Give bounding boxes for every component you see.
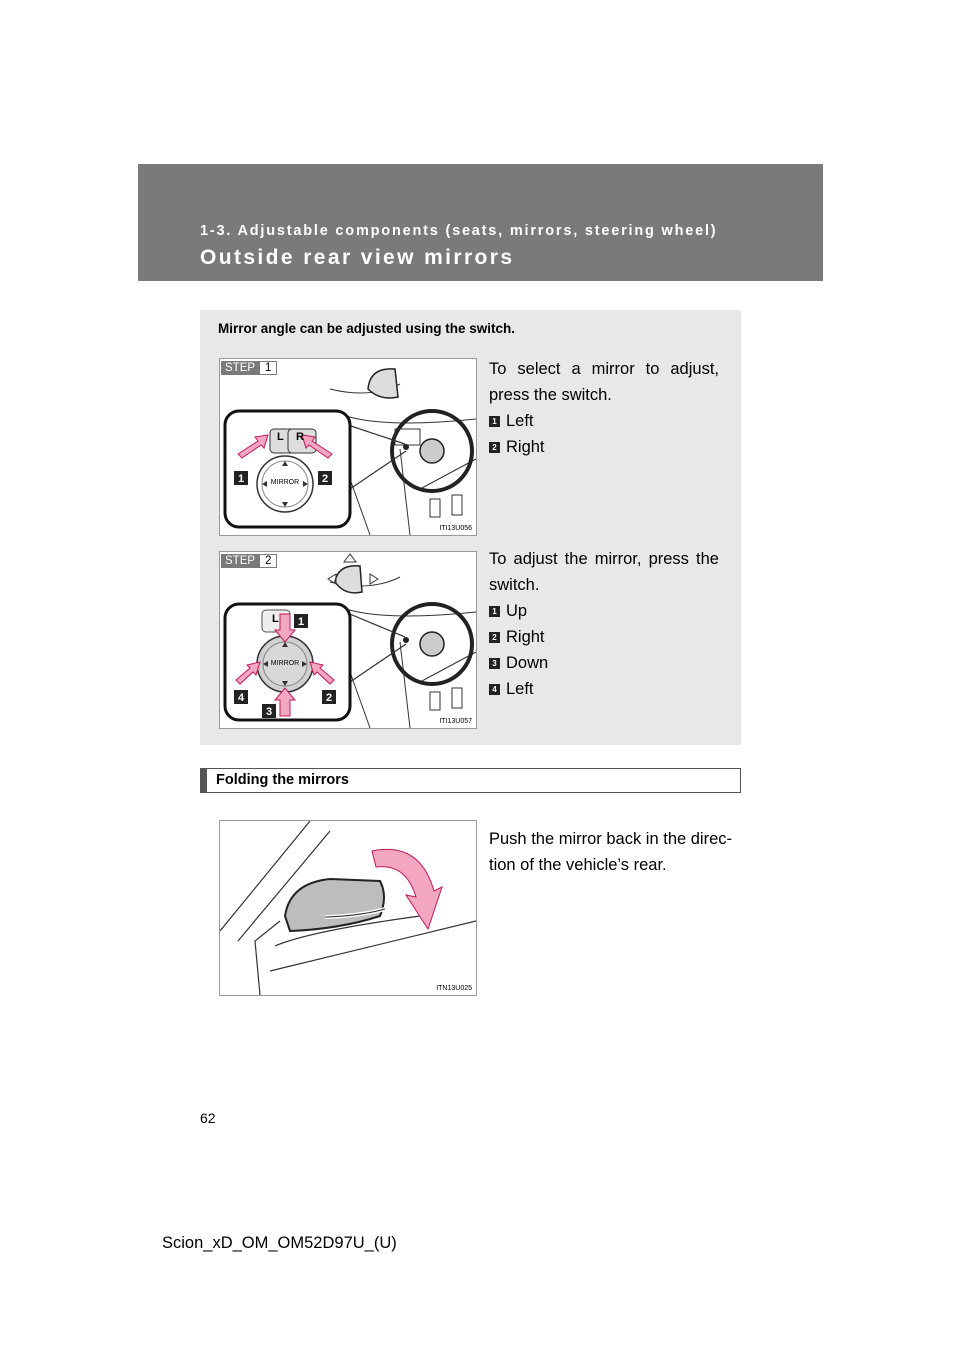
switch-letter-l: L (272, 613, 279, 625)
step1-figure (219, 358, 477, 536)
list-item (489, 434, 719, 460)
svg-text:3: 3 (265, 706, 273, 718)
list-item (489, 676, 719, 702)
list-item-label: Right (506, 438, 545, 456)
svg-text:2: 2 (325, 692, 333, 704)
step1-badge (221, 361, 277, 375)
folding-heading (200, 768, 741, 793)
number-badge-icon: 2 (489, 632, 500, 643)
step-number: 2 (259, 554, 277, 568)
figure-code: ITN13U025 (436, 985, 472, 992)
folding-figure (219, 820, 477, 996)
list-item-label: Left (506, 412, 534, 430)
list-item (489, 624, 719, 650)
folding-illustration (220, 821, 476, 995)
footer-doc-id: Scion_xD_OM_OM52D97U_(U) (162, 1234, 397, 1252)
figure-code: ITI13U056 (439, 525, 472, 532)
step1-instruction: To select a mirror to adjust, press the switch. (489, 360, 719, 404)
list-item-label: Down (506, 654, 549, 672)
step2-figure (219, 551, 477, 729)
step-label: STEP (221, 361, 259, 375)
chapter-header (138, 164, 823, 281)
list-item-label: Up (506, 602, 528, 620)
number-badge-icon: 1 (489, 416, 500, 427)
switch-mirror-label: MIRROR (270, 479, 300, 486)
step2-instruction: To adjust the mirror, press the switch. (489, 550, 719, 594)
number-badge-icon: 1 (489, 606, 500, 617)
step2-text (489, 546, 719, 702)
svg-text:2: 2 (321, 473, 329, 485)
heading-bar (201, 769, 207, 792)
switch-mirror-label: MIRROR (270, 660, 300, 667)
switch-letter-l: L (277, 431, 284, 443)
page-title: Outside rear view mirrors (200, 246, 515, 269)
figure-code: ITI13U057 (439, 718, 472, 725)
list-item (489, 408, 719, 434)
step2-badge (221, 554, 277, 568)
panel-intro: Mirror angle can be adjusted using the switch. (218, 321, 516, 336)
svg-text:4: 4 (237, 692, 245, 704)
step1-illustration (220, 359, 476, 535)
adjustment-panel (200, 310, 741, 745)
list-item-label: Left (506, 680, 534, 698)
number-badge-icon: 3 (489, 658, 500, 669)
step-number: 1 (259, 361, 277, 375)
list-item (489, 650, 719, 676)
list-item-label: Right (506, 628, 545, 646)
list-item (489, 598, 719, 624)
switch-letter-r: R (296, 431, 304, 443)
step-label: STEP (221, 554, 259, 568)
section-label: 1-3. Adjustable components (seats, mirrors, steering wheel) (200, 223, 718, 239)
folding-heading-text: Folding the mirrors (216, 772, 349, 788)
step1-text (489, 356, 719, 460)
folding-text: Push the mirror back in the direc-tion of the vehicle’s rear. (489, 830, 733, 874)
step2-illustration (220, 552, 476, 728)
svg-text:1: 1 (237, 473, 245, 485)
svg-text:1: 1 (297, 616, 305, 628)
number-badge-icon: 2 (489, 442, 500, 453)
number-badge-icon: 4 (489, 684, 500, 695)
page-number: 62 (200, 1110, 216, 1126)
